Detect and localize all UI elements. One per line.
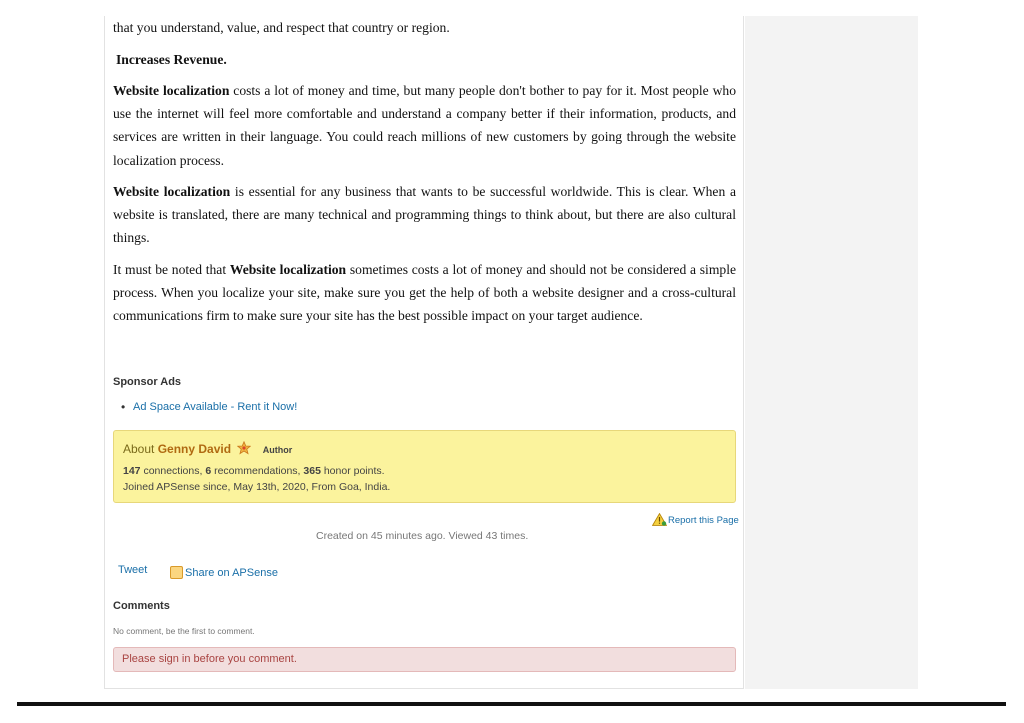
keyword-bold: Website localization xyxy=(113,83,230,98)
signin-alert[interactable]: Please sign in before you comment. xyxy=(113,647,736,672)
author-name-link[interactable]: Genny David xyxy=(157,442,232,456)
report-page-link[interactable] xyxy=(652,513,739,526)
article-paragraph: that you understand, value, and respect that country or region. xyxy=(113,20,450,35)
author-role-badge: Author xyxy=(262,445,293,455)
no-comment-text: No comment, be the first to comment. xyxy=(113,626,255,636)
honor-points-count: 365 xyxy=(303,465,321,477)
star-icon xyxy=(237,441,251,455)
paragraph-text: It must be noted that xyxy=(113,262,230,277)
keyword-bold: Website localization xyxy=(229,262,347,277)
article-paragraph xyxy=(113,79,736,172)
tweet-button[interactable]: Tweet xyxy=(118,564,148,576)
share-apsense-button[interactable] xyxy=(170,566,278,579)
apsense-icon xyxy=(170,566,183,579)
about-prefix: About xyxy=(123,442,158,456)
paragraph-text: costs a lot of money and time, but many people don't bother to pay for it. Most people who use the internet will feel more comfortable and understand a company better if their information, products, and services are written in their language. You could reach millions of new customers by going through the website localization process. xyxy=(113,83,736,168)
sponsor-ads-list xyxy=(121,401,297,413)
footer-divider xyxy=(17,702,1006,706)
article-paragraph xyxy=(113,258,736,328)
ad-space-link[interactable]: Ad Space Available - Rent it Now! xyxy=(133,401,298,413)
main-column xyxy=(104,16,744,689)
connections-count: 147 xyxy=(123,465,141,477)
paragraph-text: sometimes costs a lot of money and should not be considered a simple process. When you localize your site, make sure you get the help of both a website designer and a cross-cultural communications firm to make sure your site has the best possible impact on your target audience. xyxy=(113,262,737,324)
author-joined: Joined APSense since, May 13th, 2020, From Goa, India. xyxy=(123,481,391,493)
author-box xyxy=(113,430,736,503)
sponsor-ads-title: Sponsor Ads xyxy=(113,376,182,388)
article-paragraph xyxy=(113,180,736,250)
warning-icon xyxy=(652,513,667,526)
recommendations-label: recommendations, xyxy=(211,465,304,477)
paragraph-text: is essential for any business that wants to be successful worldwide. This is clear. When a website is translated, there are many technical and programming things to think about, but there are also cultural things. xyxy=(113,184,736,246)
comments-title: Comments xyxy=(113,600,170,612)
list-item xyxy=(121,401,297,413)
connections-label: connections, xyxy=(140,465,206,477)
report-page-label: Report this Page xyxy=(668,515,739,526)
author-stats xyxy=(123,465,385,477)
created-info: Created on 45 minutes ago. Viewed 43 times. xyxy=(316,530,529,542)
keyword-bold: Website localization xyxy=(113,184,231,199)
author-box-title xyxy=(123,441,292,456)
article-subheading: Increases Revenue. xyxy=(116,52,227,67)
honor-points-label: honor points. xyxy=(320,465,385,477)
share-label: Share on APSense xyxy=(185,567,278,579)
recommendations-count: 6 xyxy=(205,465,212,477)
right-sidebar xyxy=(745,16,918,689)
